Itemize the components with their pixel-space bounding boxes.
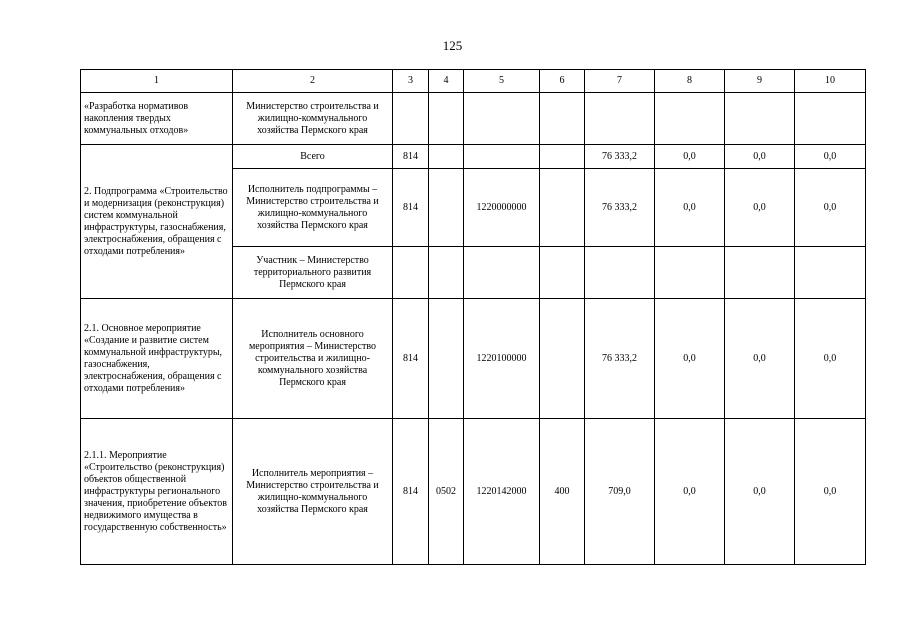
measure-name: 2.1.1. Мероприятие «Строительство (реконструкция) объектов общественной инфраструктуры регионального значения, приобретение объектов недвижимого имущества в государственную собственность» xyxy=(81,419,233,565)
col-header: 4 xyxy=(429,70,464,93)
cell-value-7 xyxy=(585,93,655,145)
executor-cell: Исполнитель подпрограммы – Министерство строительства и жилищно-коммунального хозяйства Пермского края xyxy=(233,169,393,247)
cell-target-article xyxy=(464,247,540,299)
executor-cell: Исполнитель мероприятия – Министерство строительства и жилищно-коммунального хозяйства Пермского края xyxy=(233,419,393,565)
subprogram-name: 2. Подпрограмма «Строительство и модернизация (реконструкция) систем коммунальной инфраструктуры, газоснабжения, электроснабжения, обращения с отходами потребления» xyxy=(81,145,233,299)
cell-value-8: 0,0 xyxy=(655,299,725,419)
cell-value-9 xyxy=(725,93,795,145)
cell-expense-type xyxy=(540,247,585,299)
cell-value-10: 0,0 xyxy=(795,299,866,419)
cell-section xyxy=(429,299,464,419)
cell-grbs xyxy=(393,247,429,299)
measure-name: «Разработка нормативов накопления твердых коммунальных отходов» xyxy=(81,93,233,145)
cell-target-article: 1220000000 xyxy=(464,169,540,247)
cell-target-article xyxy=(464,145,540,169)
cell-section xyxy=(429,93,464,145)
executor-cell: Всего xyxy=(233,145,393,169)
executor-cell: Участник – Министерство территориального развития Пермского края xyxy=(233,247,393,299)
executor-cell: Исполнитель основного мероприятия – Министерство строительства и жилищно-коммунального хозяйства Пермского края xyxy=(233,299,393,419)
col-header: 2 xyxy=(233,70,393,93)
cell-value-7: 709,0 xyxy=(585,419,655,565)
cell-expense-type xyxy=(540,93,585,145)
cell-target-article: 1220142000 xyxy=(464,419,540,565)
col-header: 5 xyxy=(464,70,540,93)
col-header: 7 xyxy=(585,70,655,93)
cell-expense-type xyxy=(540,169,585,247)
col-header: 8 xyxy=(655,70,725,93)
table-row xyxy=(81,419,866,565)
cell-section xyxy=(429,145,464,169)
cell-value-9: 0,0 xyxy=(725,419,795,565)
cell-section xyxy=(429,169,464,247)
cell-value-10 xyxy=(795,93,866,145)
col-header: 1 xyxy=(81,70,233,93)
cell-section: 0502 xyxy=(429,419,464,565)
cell-value-7: 76 333,2 xyxy=(585,145,655,169)
col-header: 10 xyxy=(795,70,866,93)
cell-value-8 xyxy=(655,247,725,299)
cell-value-7 xyxy=(585,247,655,299)
cell-grbs: 814 xyxy=(393,299,429,419)
cell-grbs: 814 xyxy=(393,419,429,565)
cell-value-7: 76 333,2 xyxy=(585,299,655,419)
cell-expense-type: 400 xyxy=(540,419,585,565)
table-row xyxy=(81,145,866,169)
cell-value-7: 76 333,2 xyxy=(585,169,655,247)
cell-value-9: 0,0 xyxy=(725,169,795,247)
cell-value-8 xyxy=(655,93,725,145)
cell-value-8: 0,0 xyxy=(655,145,725,169)
cell-value-10: 0,0 xyxy=(795,169,866,247)
cell-value-8: 0,0 xyxy=(655,419,725,565)
cell-grbs: 814 xyxy=(393,169,429,247)
cell-grbs xyxy=(393,93,429,145)
col-header: 3 xyxy=(393,70,429,93)
executor-cell: Министерство строительства и жилищно-коммунального хозяйства Пермского края xyxy=(233,93,393,145)
measure-name: 2.1. Основное мероприятие «Создание и развитие систем коммунальной инфраструктуры, газоснабжения, электроснабжения, обращения с отходами потребления» xyxy=(81,299,233,419)
page-number: 125 xyxy=(442,38,463,53)
cell-grbs: 814 xyxy=(393,145,429,169)
cell-value-10 xyxy=(795,247,866,299)
cell-value-9 xyxy=(725,247,795,299)
cell-value-10: 0,0 xyxy=(795,419,866,565)
table-row xyxy=(81,299,866,419)
cell-value-8: 0,0 xyxy=(655,169,725,247)
cell-value-10: 0,0 xyxy=(795,145,866,169)
cell-expense-type xyxy=(540,299,585,419)
budget-table xyxy=(80,69,866,565)
table-row xyxy=(81,93,866,145)
col-header: 6 xyxy=(540,70,585,93)
cell-value-9: 0,0 xyxy=(725,145,795,169)
cell-value-9: 0,0 xyxy=(725,299,795,419)
cell-expense-type xyxy=(540,145,585,169)
header-row xyxy=(81,70,866,93)
col-header: 9 xyxy=(725,70,795,93)
cell-target-article: 1220100000 xyxy=(464,299,540,419)
cell-section xyxy=(429,247,464,299)
cell-target-article xyxy=(464,93,540,145)
